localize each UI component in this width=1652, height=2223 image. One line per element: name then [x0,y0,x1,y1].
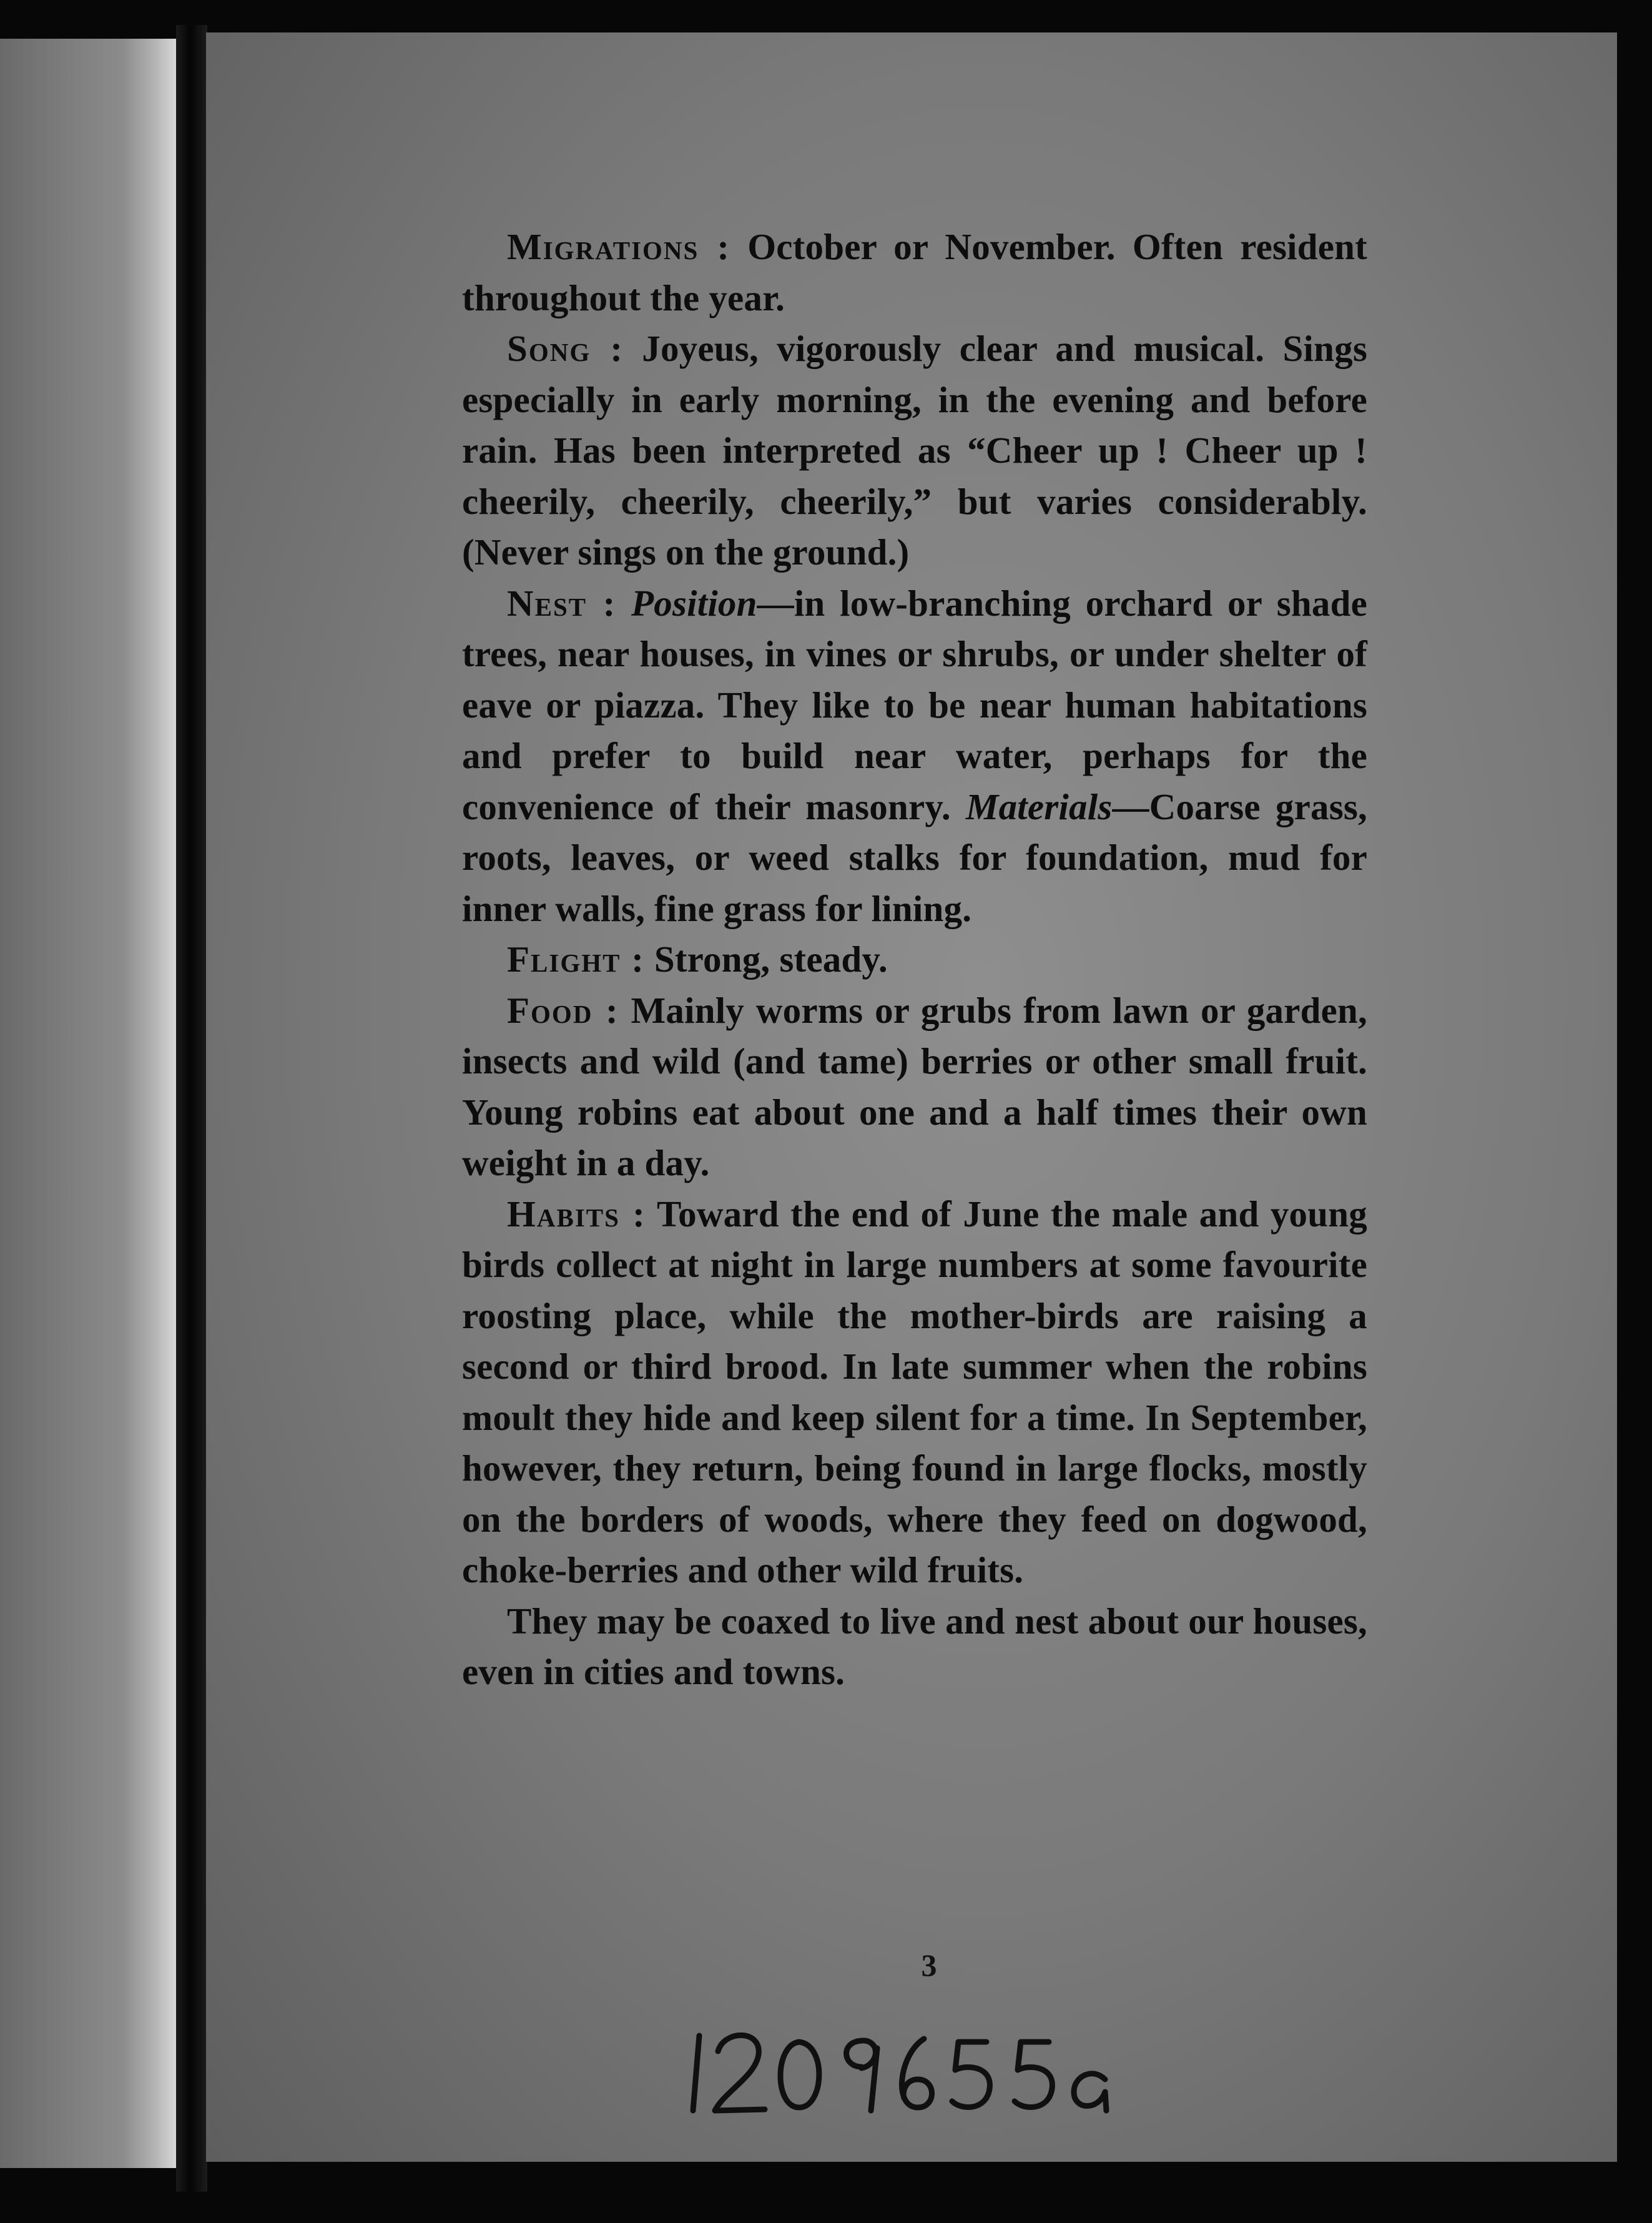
section-body: Toward the end of June the male and young birds collect at night in large numbers at some favourite roosting place, while the mother-birds are raising a second or third brood. In late summer when the robins moult they hide and keep silent for a time. In September, however, they return, being found in large flocks, mostly on the borders of woods, where they feed on dogwood, choke-berries and other wild fruits. [462,1193,1367,1590]
italic-term: Position [631,582,757,624]
paragraph-food [462,985,1367,1189]
section-label: Migrations : [507,226,730,267]
section-label: Nest : [507,582,617,624]
paragraph-flight [462,934,1367,985]
page-text [462,222,1367,1698]
section-body: —in low-branching orchard or shade trees, near houses, in vines or shrubs, or under shelter of eave or piazza. They like to be near human habitations and prefer to build near water, perhaps for the convenience of their masonry. [462,582,1367,827]
section-label: Song : [507,328,624,369]
section-label: Food : [507,989,619,1031]
section-body: Joyeus, vigorously clear and musical. Sings especially in early morning, in the evening and before rain. Has been interpreted as “Cheer up ! Cheer up ! cheerily, cheerily, cheerily,” but varies considerably. (Never sings on the ground.) [462,328,1367,573]
italic-term: Materials [965,786,1113,827]
paragraph-song [462,323,1367,578]
paragraph-migrations [462,222,1367,323]
book-gutter [176,25,207,2192]
previous-page-edge [0,39,176,2168]
section-body: Strong, steady. [644,939,888,980]
section-body: —Coarse grass, roots, leaves, or weed stalks for foundation, mud for inner walls, fine grass for lining. [462,786,1367,929]
handwritten-catalog-number [674,2017,1124,2129]
paragraph-habits [462,1189,1367,1596]
section-body: Mainly worms or grubs from lawn or garden, insects and wild (and tame) berries or other small fruit. Young robins eat about one and a half times their own weight in a day. [462,989,1367,1183]
paragraph-nest [462,578,1367,935]
section-body: October or November. Often resident throughout the year. [462,226,1367,318]
section-label: Flight : [507,939,645,980]
section-label: Habits : [507,1193,646,1235]
paragraph-closing [462,1596,1367,1698]
section-body: They may be coaxed to live and nest about our houses, even in cities and towns. [462,1600,1367,1692]
page-number: 3 [921,1948,937,1983]
